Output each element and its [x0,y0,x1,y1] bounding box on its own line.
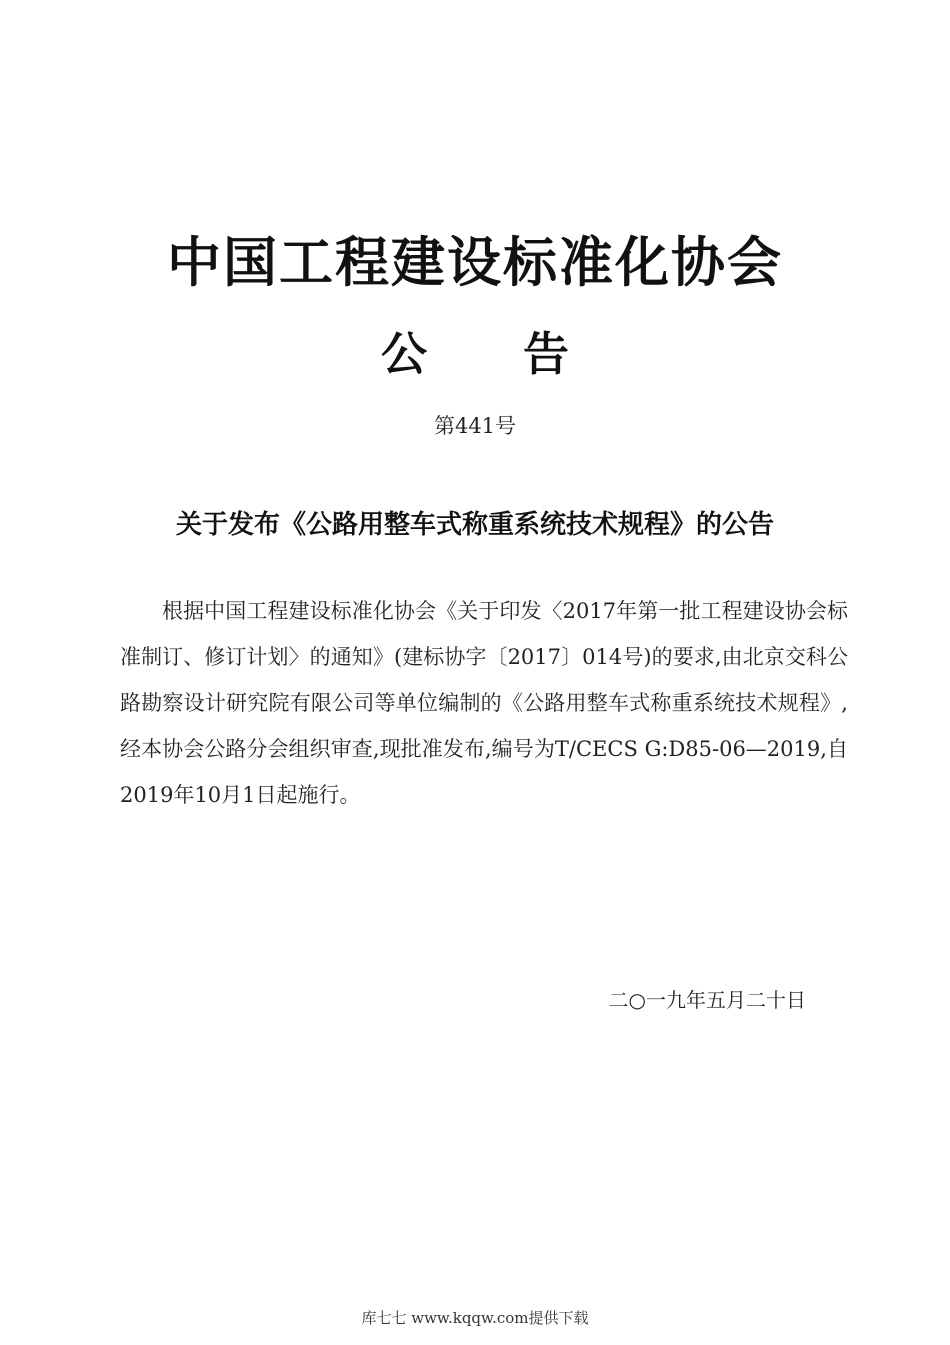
notice-heading [0,318,950,384]
notice-char-1: 公 [381,327,427,381]
announcement-body: 根据中国工程建设标准化协会《关于印发〈2017年第一批工程建设协会标准制订、修订计划〉的通知》(建标协字〔2017〕014号)的要求,由北京交科公路勘察设计研究院有限公司等单位编制的《公路用整车式称重系统技术规程》,经本协会公路分会组织审查,现批准发布,编号为T/CECS G:D85-06—2019,自2019年10月1日起施行。 [120,599,848,807]
organization-title: 中国工程建设标准化协会 [167,231,783,294]
announcement-subject: 关于发布《公路用整车式称重系统技术规程》的公告 [175,510,774,540]
issue-date: 二○一九年五月二十日 [608,988,806,1012]
document-number: 第441号 [433,414,517,438]
notice-char-2: 告 [523,327,569,381]
footer-watermark: 库七七 www.kqqw.com提供下载 [361,1309,589,1327]
